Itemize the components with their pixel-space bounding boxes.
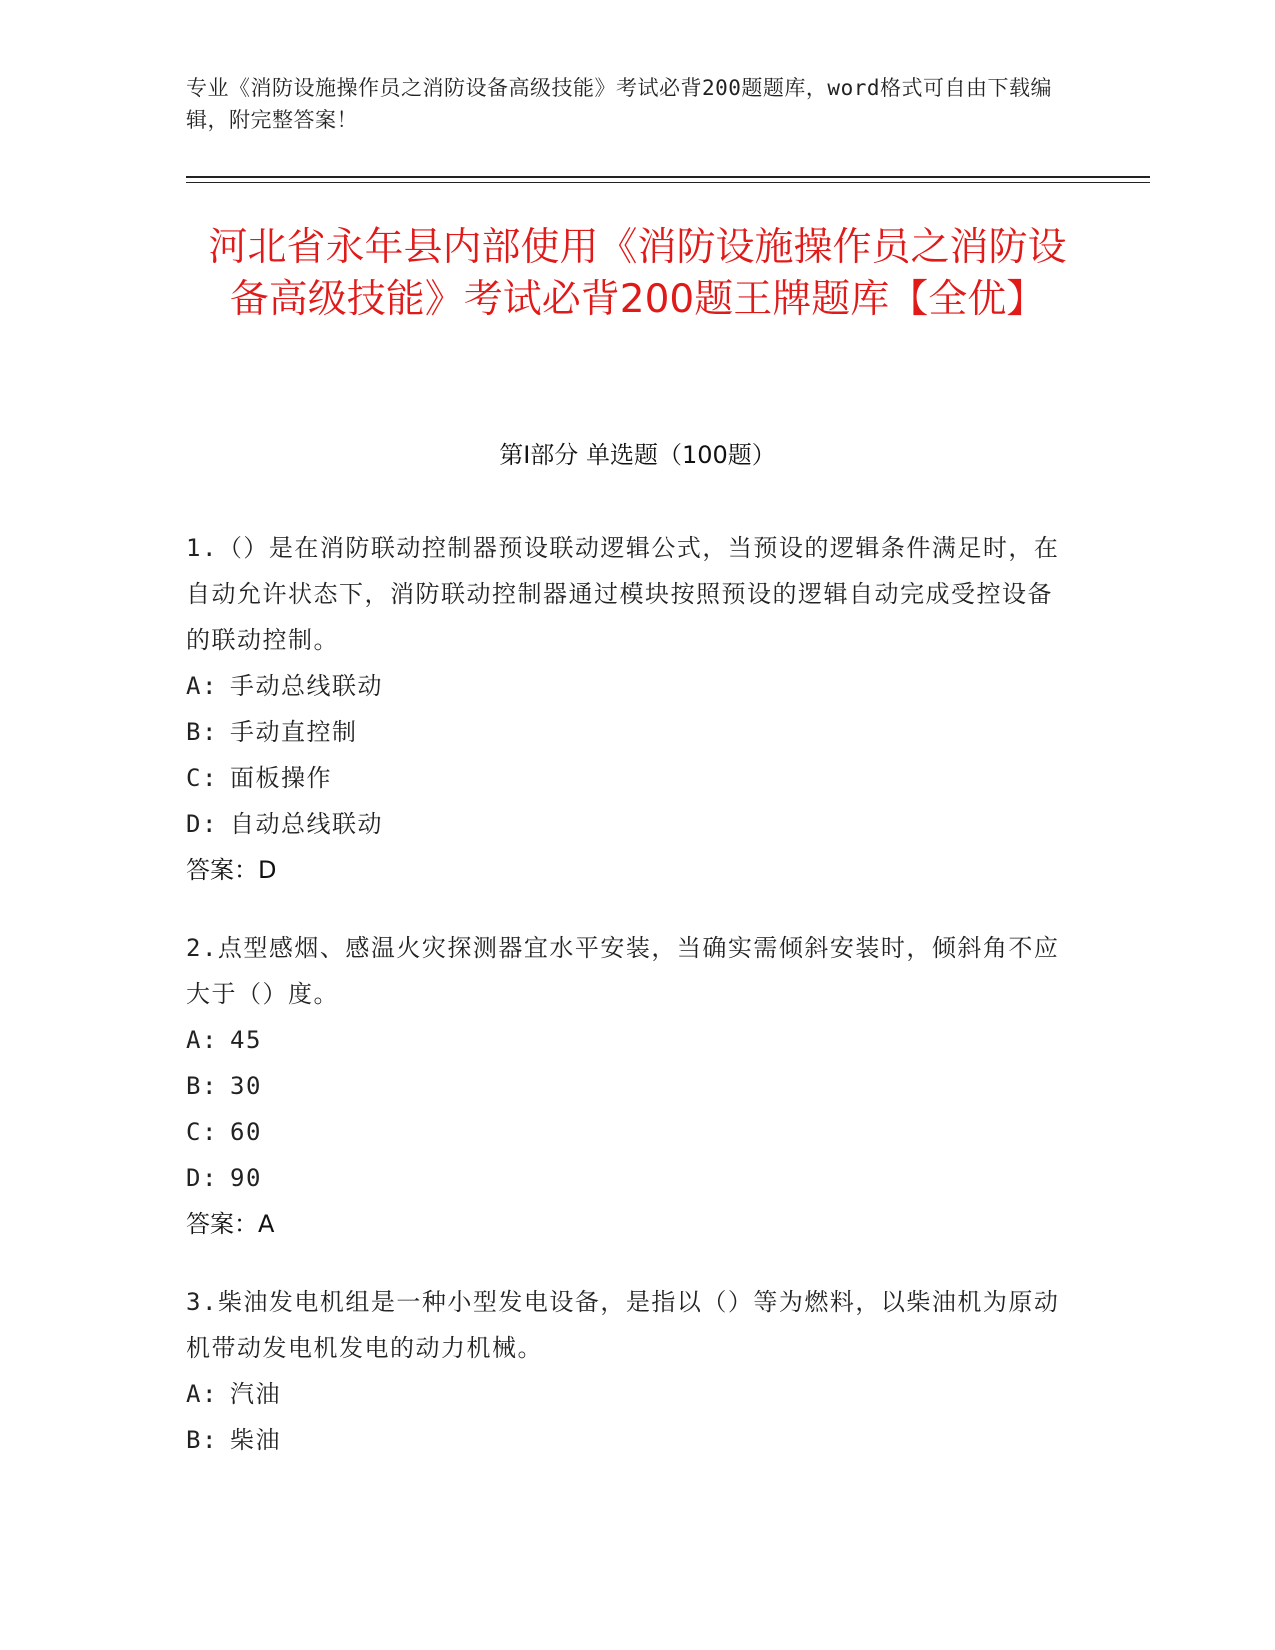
option-a: [186, 663, 1066, 709]
option-text: 30: [230, 1072, 262, 1100]
header-divider-thick: [186, 176, 1150, 178]
option-letter: A:: [186, 1380, 218, 1408]
option-text: 柴油: [230, 1426, 281, 1454]
option-letter: B:: [186, 718, 218, 746]
question-stem: 1.（）是在消防联动控制器预设联动逻辑公式，当预设的逻辑条件满足时，在自动允许状态下，消防联动控制器通过模块按照预设的逻辑自动完成受控设备的联动控制。: [186, 534, 1060, 654]
option-text: 60: [230, 1118, 262, 1146]
header-note: 专业《消防设施操作员之消防设备高级技能》考试必背200题题库，word格式可自由下载编辑，附完整答案！: [186, 76, 1052, 132]
option-text: 汽油: [230, 1380, 281, 1408]
option-letter: A:: [186, 672, 218, 700]
question-item: [186, 925, 1066, 1247]
option-letter: B:: [186, 1072, 218, 1100]
question-item: [186, 525, 1066, 893]
question-item: [186, 1279, 1066, 1463]
option-letter: A:: [186, 1026, 218, 1054]
option-a: [186, 1371, 1066, 1417]
option-b: [186, 1063, 1066, 1109]
option-d: [186, 801, 1066, 847]
option-letter: C:: [186, 1118, 218, 1146]
document-title: 河北省永年县内部使用《消防设施操作员之消防设备高级技能》考试必背200题王牌题库【全优】: [208, 225, 1067, 322]
section-heading: 第I部分 单选题（100题）: [499, 441, 776, 469]
question-stem: 3.柴油发电机组是一种小型发电设备，是指以（）等为燃料，以柴油机为原动机带动发电机发电的动力机械。: [186, 1288, 1060, 1362]
option-letter: D:: [186, 810, 218, 838]
answer-line: 答案：D: [186, 856, 277, 884]
question-list: [186, 525, 1066, 1495]
answer-line: 答案：A: [186, 1210, 275, 1238]
option-letter: B:: [186, 1426, 218, 1454]
option-d: [186, 1155, 1066, 1201]
option-a: [186, 1017, 1066, 1063]
option-text: 自动总线联动: [230, 810, 383, 838]
option-c: [186, 755, 1066, 801]
option-text: 手动直控制: [230, 718, 358, 746]
option-text: 面板操作: [230, 764, 332, 792]
question-stem: 2.点型感烟、感温火灾探测器宜水平安装，当确实需倾斜安装时，倾斜角不应大于（）度。: [186, 934, 1060, 1008]
option-letter: C:: [186, 764, 218, 792]
option-c: [186, 1109, 1066, 1155]
option-letter: D:: [186, 1164, 218, 1192]
option-b: [186, 709, 1066, 755]
option-text: 45: [230, 1026, 262, 1054]
option-text: 手动总线联动: [230, 672, 383, 700]
option-text: 90: [230, 1164, 262, 1192]
option-b: [186, 1417, 1066, 1463]
header-divider-thin: [186, 182, 1150, 183]
